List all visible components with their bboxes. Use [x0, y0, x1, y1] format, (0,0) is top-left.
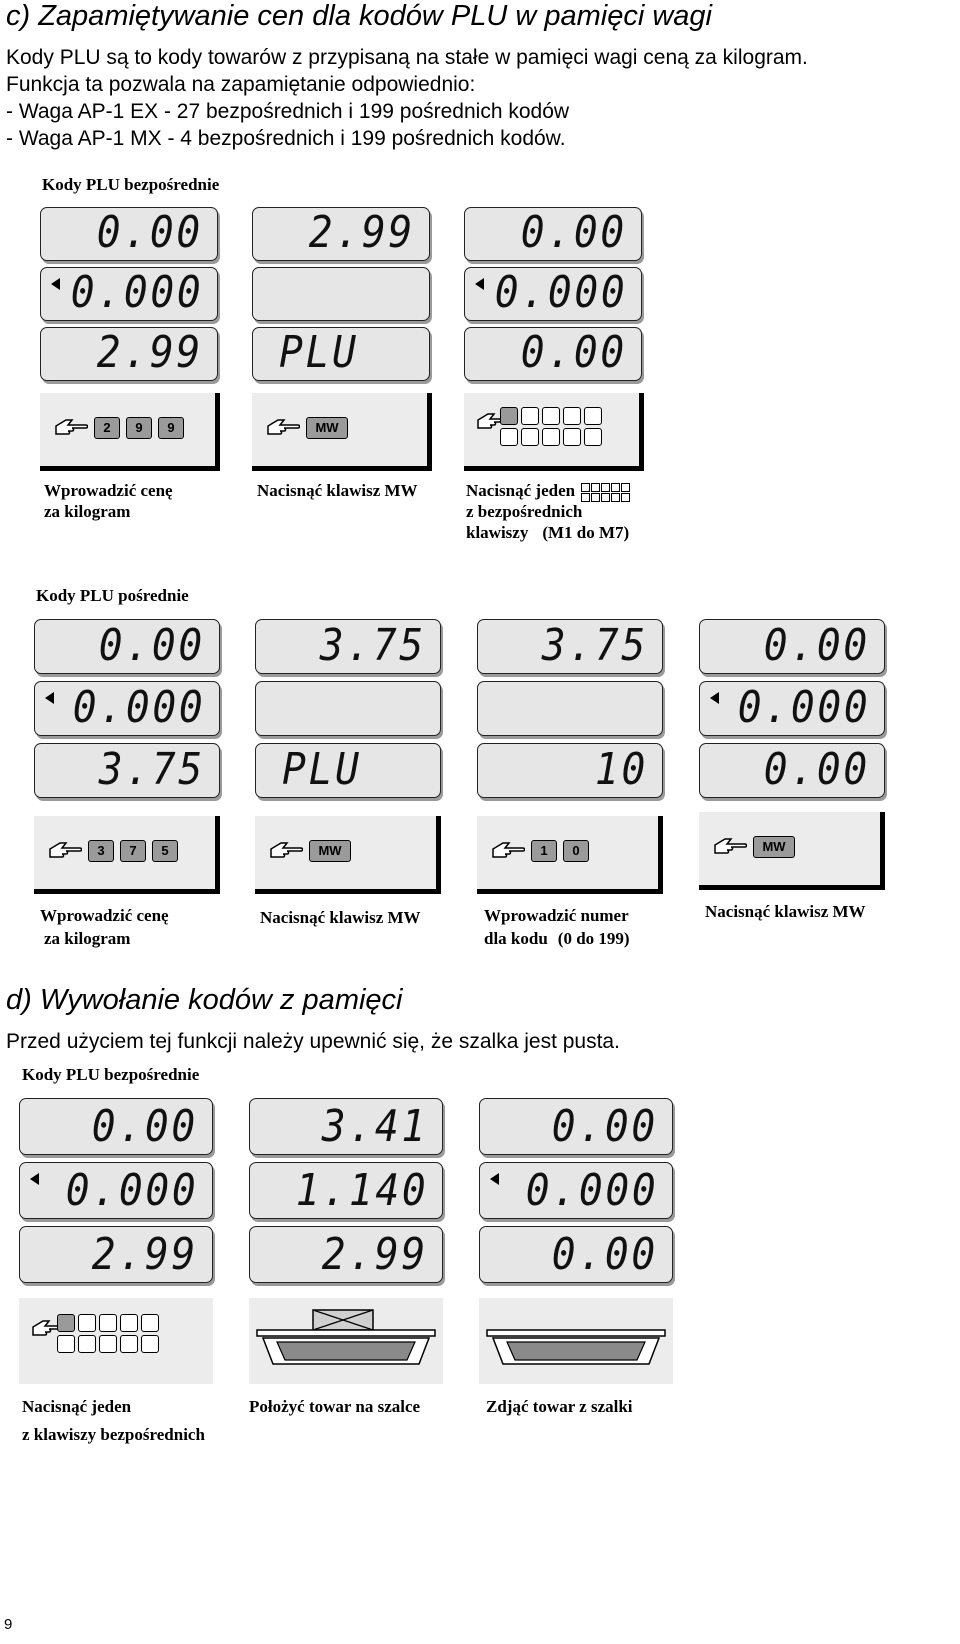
key-1[interactable]: 1 [531, 840, 557, 862]
lcd-price [249, 1098, 443, 1155]
direct-key[interactable] [521, 407, 539, 425]
direct-key-m1[interactable] [500, 407, 518, 425]
lcd-price [40, 207, 218, 261]
pointing-hand-icon [52, 417, 88, 439]
lcd-value: 3.75 [98, 744, 205, 795]
key-9[interactable]: 9 [158, 417, 184, 439]
stable-indicator-icon [45, 692, 54, 704]
lcd-value: 0.000 [72, 682, 205, 733]
direct-key[interactable] [120, 1335, 138, 1353]
lcd-weight [34, 681, 220, 736]
direct-key[interactable] [141, 1314, 159, 1332]
lcd-unit-price [479, 1226, 673, 1283]
step-caption: Wprowadzić numer [484, 906, 629, 925]
lcd-weight [477, 681, 663, 736]
step-caption: Nacisnąć klawisz MW [257, 481, 418, 500]
lcd-unit-price [249, 1226, 443, 1283]
direct-key-m1[interactable] [57, 1314, 75, 1332]
step-caption: z bezpośrednich [466, 502, 583, 521]
keypad-panel [34, 816, 220, 894]
step-caption: Wprowadzić cenę [44, 481, 173, 500]
lcd-value: 0.00 [551, 1229, 658, 1280]
lcd-weight [252, 267, 430, 321]
lcd-value: PLU [282, 744, 362, 795]
pointing-hand-icon [264, 417, 300, 439]
lcd-value: 1.140 [295, 1165, 428, 1216]
key-mw[interactable]: MW [309, 840, 351, 862]
keypad-panel [252, 393, 432, 471]
direct-key[interactable] [542, 428, 560, 446]
lcd-value: 0.00 [96, 207, 203, 258]
lcd-value: 0.00 [520, 207, 627, 258]
caption-text: klawiszy [466, 523, 529, 542]
lcd-unit-price [19, 1226, 213, 1283]
lcd-price [699, 619, 885, 674]
step-caption [466, 480, 630, 502]
pointing-hand-icon [711, 836, 747, 858]
direct-store-title: Kody PLU bezpośrednie [42, 175, 220, 194]
lcd-value: 0.00 [98, 620, 205, 671]
lcd-value: 2.99 [91, 1229, 198, 1280]
lcd-value: 2.99 [321, 1229, 428, 1280]
step-caption: Nacisnąć klawisz MW [260, 908, 421, 927]
indirect-store-title: Kody PLU pośrednie [36, 586, 189, 605]
section-d-heading: d) Wywołanie kodów z pamięci [6, 984, 403, 1016]
keypad-panel [477, 816, 663, 894]
direct-key[interactable] [521, 428, 539, 446]
keypad-panel [19, 1298, 213, 1384]
lcd-value: 0.000 [525, 1165, 658, 1216]
lcd-weight [249, 1162, 443, 1219]
direct-recall-title: Kody PLU bezpośrednie [22, 1065, 200, 1084]
lcd-unit-price [255, 743, 441, 798]
lcd-value: 0.000 [494, 267, 627, 318]
key-mw[interactable]: MW [753, 836, 795, 858]
lcd-value: 3.75 [541, 620, 648, 671]
lcd-unit-price [477, 743, 663, 798]
direct-key[interactable] [78, 1335, 96, 1353]
direct-key[interactable] [584, 407, 602, 425]
section-c-heading: c) Zapamiętywanie cen dla kodów PLU w pamięci wagi [6, 0, 712, 32]
lcd-value: 0.000 [65, 1165, 198, 1216]
lcd-value: 2.99 [308, 207, 415, 258]
pointing-hand-icon [267, 840, 303, 862]
lcd-unit-price [34, 743, 220, 798]
lcd-price [464, 207, 642, 261]
caption-text: dla kodu [484, 929, 548, 948]
section-c-line-2: Funkcja ta pozwala na zapamiętanie odpowiednio: [6, 73, 476, 96]
lcd-value: 0.00 [763, 744, 870, 795]
step-caption [484, 928, 630, 950]
lcd-value: 0.00 [520, 327, 627, 378]
keypad-panel [464, 393, 644, 471]
key-2[interactable]: 2 [94, 417, 120, 439]
scale-pan-loaded-icon [249, 1298, 443, 1384]
key-3[interactable]: 3 [88, 840, 114, 862]
lcd-value: PLU [279, 327, 359, 378]
key-7[interactable]: 7 [120, 840, 146, 862]
direct-key[interactable] [141, 1335, 159, 1353]
direct-key[interactable] [99, 1335, 117, 1353]
stable-indicator-icon [490, 1173, 499, 1185]
direct-key[interactable] [584, 428, 602, 446]
lcd-value: 0.00 [551, 1101, 658, 1152]
step-caption: Zdjąć towar z szalki [486, 1397, 633, 1416]
direct-key[interactable] [563, 407, 581, 425]
stable-indicator-icon [51, 278, 60, 290]
lcd-value: 0.000 [737, 682, 870, 733]
step-caption: z klawiszy bezpośrednich [22, 1425, 205, 1444]
step-caption: za kilogram [44, 929, 131, 948]
step-caption: Nacisnąć jeden [22, 1397, 132, 1416]
lcd-price [252, 207, 430, 261]
step-caption: Położyć towar na szalce [249, 1397, 421, 1416]
lcd-unit-price [464, 327, 642, 381]
scale-pan-empty [479, 1298, 673, 1384]
caption-range: (0 do 199) [557, 929, 630, 948]
lcd-price [255, 619, 441, 674]
stable-indicator-icon [30, 1173, 39, 1185]
section-d-line: Przed użyciem tej funkcji należy upewnić się, że szalka jest pusta. [6, 1030, 620, 1053]
scale-pan-empty-icon [479, 1298, 673, 1384]
lcd-weight [479, 1162, 673, 1219]
lcd-price [19, 1098, 213, 1155]
lcd-value: 3.75 [319, 620, 426, 671]
lcd-unit-price [40, 327, 218, 381]
lcd-weight [699, 681, 885, 736]
keypad-panel [40, 393, 220, 471]
keypad-panel [255, 816, 441, 894]
direct-key[interactable] [120, 1314, 138, 1332]
section-c-line-3: - Waga AP-1 EX - 27 bezpośrednich i 199 pośrednich kodów [6, 100, 570, 123]
lcd-price [477, 619, 663, 674]
lcd-weight [40, 267, 218, 321]
lcd-weight [464, 267, 642, 321]
lcd-price [34, 619, 220, 674]
key-5[interactable]: 5 [152, 840, 178, 862]
pointing-hand-icon [46, 840, 82, 862]
caption-range: (M1 do M7) [542, 523, 630, 542]
stable-indicator-icon [710, 692, 719, 704]
caption-text: Nacisnąć jeden [466, 481, 576, 500]
stable-indicator-icon [475, 278, 484, 290]
section-c-line-4: - Waga AP-1 MX - 4 bezpośrednich i 199 pośrednich kodów. [6, 127, 566, 150]
direct-key[interactable] [500, 428, 518, 446]
section-c-line-1: Kody PLU są to kody towarów z przypisaną na stałe w pamięci wagi ceną za kilogram. [6, 46, 808, 69]
lcd-weight [19, 1162, 213, 1219]
step-caption: Wprowadzić cenę [40, 906, 169, 925]
key-9[interactable]: 9 [126, 417, 152, 439]
direct-key[interactable] [99, 1314, 117, 1332]
direct-key[interactable] [78, 1314, 96, 1332]
key-0[interactable]: 0 [563, 840, 589, 862]
step-caption: za kilogram [44, 502, 131, 521]
direct-keys-grid [57, 1314, 159, 1353]
lcd-value: 0.000 [70, 267, 203, 318]
direct-key[interactable] [57, 1335, 75, 1353]
direct-key[interactable] [563, 428, 581, 446]
lcd-value: 0.00 [763, 620, 870, 671]
lcd-value: 0.00 [91, 1101, 198, 1152]
direct-key[interactable] [542, 407, 560, 425]
direct-keys-mini-icon [581, 483, 630, 502]
pointing-hand-icon [489, 840, 525, 862]
keypad-panel [699, 812, 885, 890]
lcd-unit-price [699, 743, 885, 798]
step-caption: Nacisnąć klawisz MW [705, 902, 866, 921]
direct-keys-grid [500, 407, 602, 446]
lcd-price [479, 1098, 673, 1155]
lcd-weight [255, 681, 441, 736]
lcd-value: 2.99 [96, 327, 203, 378]
scale-pan-with-item [249, 1298, 443, 1384]
lcd-value: 10 [594, 744, 648, 795]
lcd-unit-price [252, 327, 430, 381]
page-number: 9 [4, 1616, 13, 1633]
step-caption [466, 522, 629, 544]
lcd-value: 3.41 [321, 1101, 428, 1152]
key-mw[interactable]: MW [306, 417, 348, 439]
